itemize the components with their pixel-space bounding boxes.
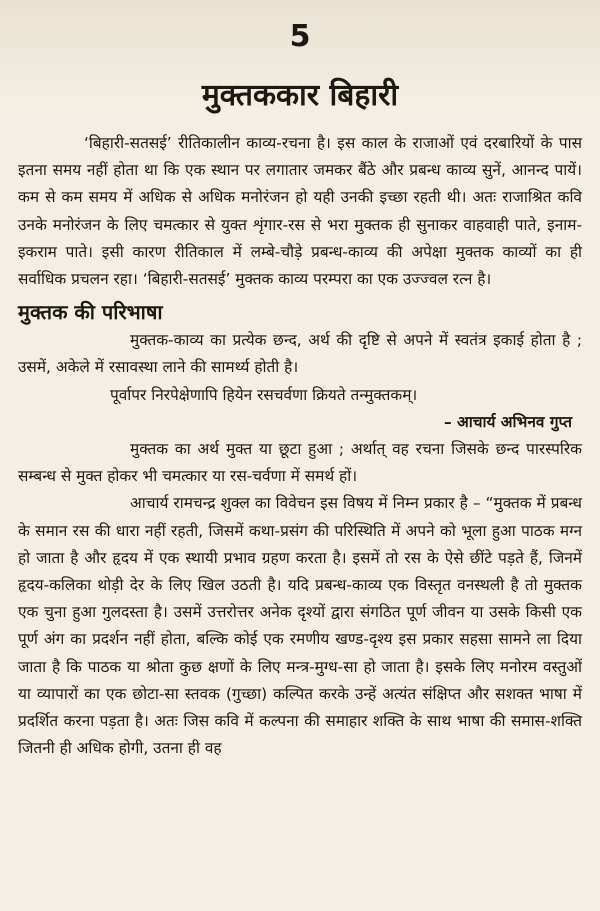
sanskrit-quote: पूर्वापर निरपेक्षेणापि हियेन रसचर्वणा क्रियते तन्मुक्तकम्। bbox=[110, 385, 418, 404]
shukla-paragraph: आचार्य रामचन्द्र शुक्ल का विवेचन इस विषय में निम्न प्रकार है – “मुक्तक में प्रबन्ध के समान रस की धारा नहीं रहती, जिसमें कथा-प्रसंग की परिस्थिति में अपने को भूला हुआ पाठक मग्न हो जाता है और हृदय में एक स्थायी प्रभाव ग्रहण करता है। इसमें तो रस के ऐसे छींटे पड़ते हैं, जिनमें हृदय-कलिका थोड़ी देर के लिए खिल उठती है। यदि प्रबन्ध-काव्य एक विस्तृत वनस्थली है तो मुक्तक एक चुना हुआ गुलदस्ता है। उसमें उत्तरोत्तर अनेक दृश्यों द्वारा संगठित पूर्ण जीवन या उसके किसी एक पूर्ण अंग का प्रदर्शन नहीं होता, बल्कि कोई एक रमणीय खण्ड-दृश्य इस प्रकार सहसा सामने ला दिया जाता है कि पाठक या श्रोता कुछ क्षणों के लिए मन्त्र-मुग्ध-सा हो जाता है। इसके लिए मनोरम वस्तुओं या व्यापारों का एक छोटा-सा स्तवक (गुच्छा) कल्पित करके उन्हें अत्यंत संक्षिप्त और सशक्त भाषा में प्रदर्शित करना पड़ता है। अतः जिस कवि में कल्पना की समाहार शक्ति के साथ भाषा की समास-शक्ति जितनी ही अधिक होगी, उतना ही वह bbox=[18, 494, 582, 758]
quote-attribution: – आचार्य अभिनव गुप्त bbox=[443, 412, 572, 431]
definition-paragraph: मुक्तक-काव्य का प्रत्येक छन्द, अर्थ की दृष्टि से अपने में स्वतंत्र इकाई होता है ; उसमें, अकेले में रसावस्था लाने की सामर्थ्य होती है। bbox=[18, 331, 582, 377]
section-heading: मुक्तक की परिभाषा bbox=[18, 300, 163, 325]
chapter-number: 5 bbox=[289, 19, 311, 54]
intro-paragraph: ‘बिहारी-सतसई’ रीतिकालीन काव्य-रचना है। इस काल के राजाओं एवं दरबारियों के पास इतना समय नहीं होता था कि एक स्थान पर लगातार जमकर बैंठे और प्रबन्ध काव्य सुनें, आनन्द पायें। कम से कम समय में अधिक से अधिक मनोरंजन हो यही उनकी इच्छा रहती थी। अतः राजाश्रित कवि उनके मनोरंजन के लिए चमत्कार से युक्त शृंगार-रस से भरा मुक्तक ही सुनाकर वाहवाही पाते, इनाम-इकराम पाते। इसी कारण रीतिकाल में लम्बे-चौड़े प्रबन्ध-काव्य की अपेक्षा मुक्तक काव्यों का ही सर्वाधिक प्रचलन रहा। ‘बिहारी-सतसई’ मुक्तक काव्य परम्परा का एक उज्ज्वल रत्न है। bbox=[18, 134, 582, 289]
meaning-paragraph: मुक्तक का अर्थ मुक्त या छूटा हुआ ; अर्थात् वह रचना जिसके छन्द पारस्परिक सम्बन्ध से मुक्त होकर भी चमत्कार या रस-चर्वणा में समर्थ हों। bbox=[18, 440, 582, 486]
chapter-title: मुक्तककार बिहारी bbox=[201, 78, 399, 113]
